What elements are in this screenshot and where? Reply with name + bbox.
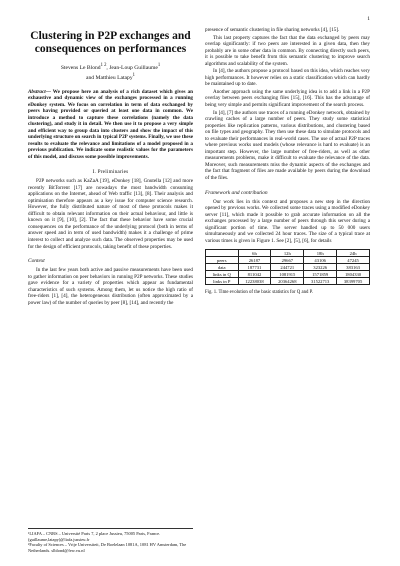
page-number: 1 — [367, 16, 370, 22]
table-cell: 12238038 — [238, 278, 271, 285]
table-cell: 1571859 — [304, 271, 337, 278]
table-cell: 323226 — [304, 264, 337, 271]
table-cell: 244721 — [271, 264, 304, 271]
paper-title: Clustering in P2P exchanges and consequences on performances — [30, 30, 191, 55]
table-cell: 43106 — [304, 257, 337, 264]
figure-caption: Fig. 1. Time evolution of the basic statistics for Q and P. — [205, 290, 313, 296]
table-cell: 20364268 — [271, 278, 304, 285]
statistics-table — [205, 249, 370, 285]
table-cell: 1081915 — [271, 271, 304, 278]
table-row — [206, 278, 370, 285]
context-paragraph: In the last few years both active and passive measurements have been used to gather information on peer behaviors in running P2P networks. These studies gave evidence for a variety of properties which appear as fundamental characteristics of such systems. Among them, let us notice the high ratio of free-riders [1], [4], the heterogeneous distribution (often approximated by a power law) of the number of queries by peer [8], [14], and recently the — [28, 267, 193, 306]
table-cell: data — [206, 264, 239, 271]
body-paragraph: presence of semantic clustering in file sharing networks [4], [15]. — [205, 27, 340, 33]
footnotes — [28, 528, 193, 553]
abstract — [28, 89, 193, 161]
table-row — [206, 264, 370, 271]
table-cell: 31522713 — [304, 278, 337, 285]
footnote-2: ²Faculty of Sciences – Vrije Universiteit, De Boelelaan 1081A, 1081 HV Amsterdam, The Netherlands. slblond@few.vu.nl — [28, 542, 187, 553]
table-row — [206, 257, 370, 264]
author-line-1: Stevens Le Blond$^{1 2}$, Jean-Loup Guillaume$^1$ — [60, 63, 161, 71]
table-cell: 187731 — [238, 264, 271, 271]
author-line-2: and Matthieu Latapy$^1$ — [86, 73, 135, 82]
table-header-row — [206, 250, 370, 257]
right-column — [205, 26, 370, 296]
intro-paragraph: P2P networks such as KaZaA [19], eDonkey [18], Gnutella [12] and more recently BitTorrent [17] are nowadays the most bandwidth consuming applications on the Internet, ahead of Web traffic [13], [8]. Their analysis and optimisation therefore appears as a key issue for computer science research. However, the fully distributed nature of most of these protocols makes it difficult to obtain relevant information on their actual behaviour, and little is known on it [9], [10], [2]. The fact that these behavior have some crucial consequences on the performance of the underlying protocol (both in terms of answer speed and in term of used bandwidth) makes it a challenge of prime interest to collect and analyze such data. The observed properties may be used for the design of efficient protocols, taking benefit of these properties. — [28, 178, 193, 250]
author-list — [28, 62, 193, 83]
table-row — [206, 271, 370, 278]
table-cell: 383163 — [337, 264, 370, 271]
abstract-lead: Abstract — [28, 88, 46, 95]
table-header-cell: 18h — [304, 250, 337, 257]
table-cell: 47245 — [337, 257, 370, 264]
abstract-text: — We propose here an analysis of a rich dataset which gives an exhaustive and dynamic view of the exchanges processed in a running eDonkey system. We focus on correlation in term of data exchanged by peers having provided or queried at least one data in common. We introduce a method to capture these correlations (namely the data clustering), and study it in detail. We then use it to propose a very simple and efficient way to group data into clusters and show the impact of this underlying structure on search in typical P2P systems. Finally, we use these results to evaluate the relevance and limitations of a model proposed in a previous publication. We indicate some realistic values for the parameters of this model, and discuss some possible improvements. — [28, 88, 193, 160]
subsection-heading-framework: Framework and contribution — [205, 189, 268, 196]
table-header-cell: 6h — [238, 250, 271, 257]
table-cell: 811042 — [238, 271, 271, 278]
table-cell: 26187 — [238, 257, 271, 264]
body-paragraph: In [4], the authors propose a protocol based on this idea, which reaches very high performances. It however relies on a static classification which can hardly be maintained up to date. — [205, 68, 370, 88]
section-heading-intro: I. Preliminaries — [92, 169, 129, 176]
table-cell: links in Q — [206, 271, 239, 278]
body-paragraph: Another approach using the same underlying idea is to add a link in a P2P overlay between peers exchanging files [15], [16]. This has the advantage of being very simple and permits significant improvement of the search process. — [205, 88, 370, 109]
table-cell: 1804330 — [337, 271, 370, 278]
table-header-cell: 12h — [271, 250, 304, 257]
table-cell: 29667 — [271, 257, 304, 264]
footnote-1: ¹LIAFA – CNRS – Université Paris 7, 2 place Jussieu, 75005 Paris, France. (guillaume,latapy)@liafa.jussieu.fr — [28, 531, 161, 542]
table-header-cell: 24h — [337, 250, 370, 257]
left-column — [28, 22, 193, 306]
table-header-cell — [206, 250, 239, 257]
subsection-heading-context: Context — [28, 258, 45, 265]
table-cell: peers — [206, 257, 239, 264]
framework-paragraph: Our work lies in this context and proposes a new step in the direction opened by previous works. We collected some traces using a modified eDonkey server [11], which made it possible to grab accurate information on all the exchanges processed by a large number of peers through this server during a significant portion of time. The server handled up to 50 000 users simultaneously and we collected 24 hour traces. The size of a typical trace at various times is given in Figure 1. See [2], [5], [6], for details — [205, 198, 370, 244]
table-cell: 38399705 — [337, 278, 370, 285]
table-cell: links in P — [206, 278, 239, 285]
body-paragraph: This last property captures the fact that the data exchanged by peers may overlap significantly: if two peers are interested in a given data, then they probably are in some other data in common. By connecting directly such peers, it is possible to take benefit from this semantic clustering to improve search algorithms and scalability of the system. — [205, 34, 370, 67]
body-paragraph: In [4], [7] the authors use traces of a running eDonkey network, obtained by crawling caches of a large number of peers. They study some statistical properties like replication patterns, various distributions, and clustering based on file types and geography. They then use these data to simulate protocols and to evaluate their performances in real-world cases. The use of actual P2P traces where previous works used models (whose relevance is hard to evaluate) is an important step. However, the large number of free-riders, as well as other measurements problems, make it difficult to evaluate the relevance of the data. Moreover, such measurements miss the dynamic aspects of the exchanges and the fact that fragment of files are made available by peers during the download of the files. — [205, 109, 370, 182]
